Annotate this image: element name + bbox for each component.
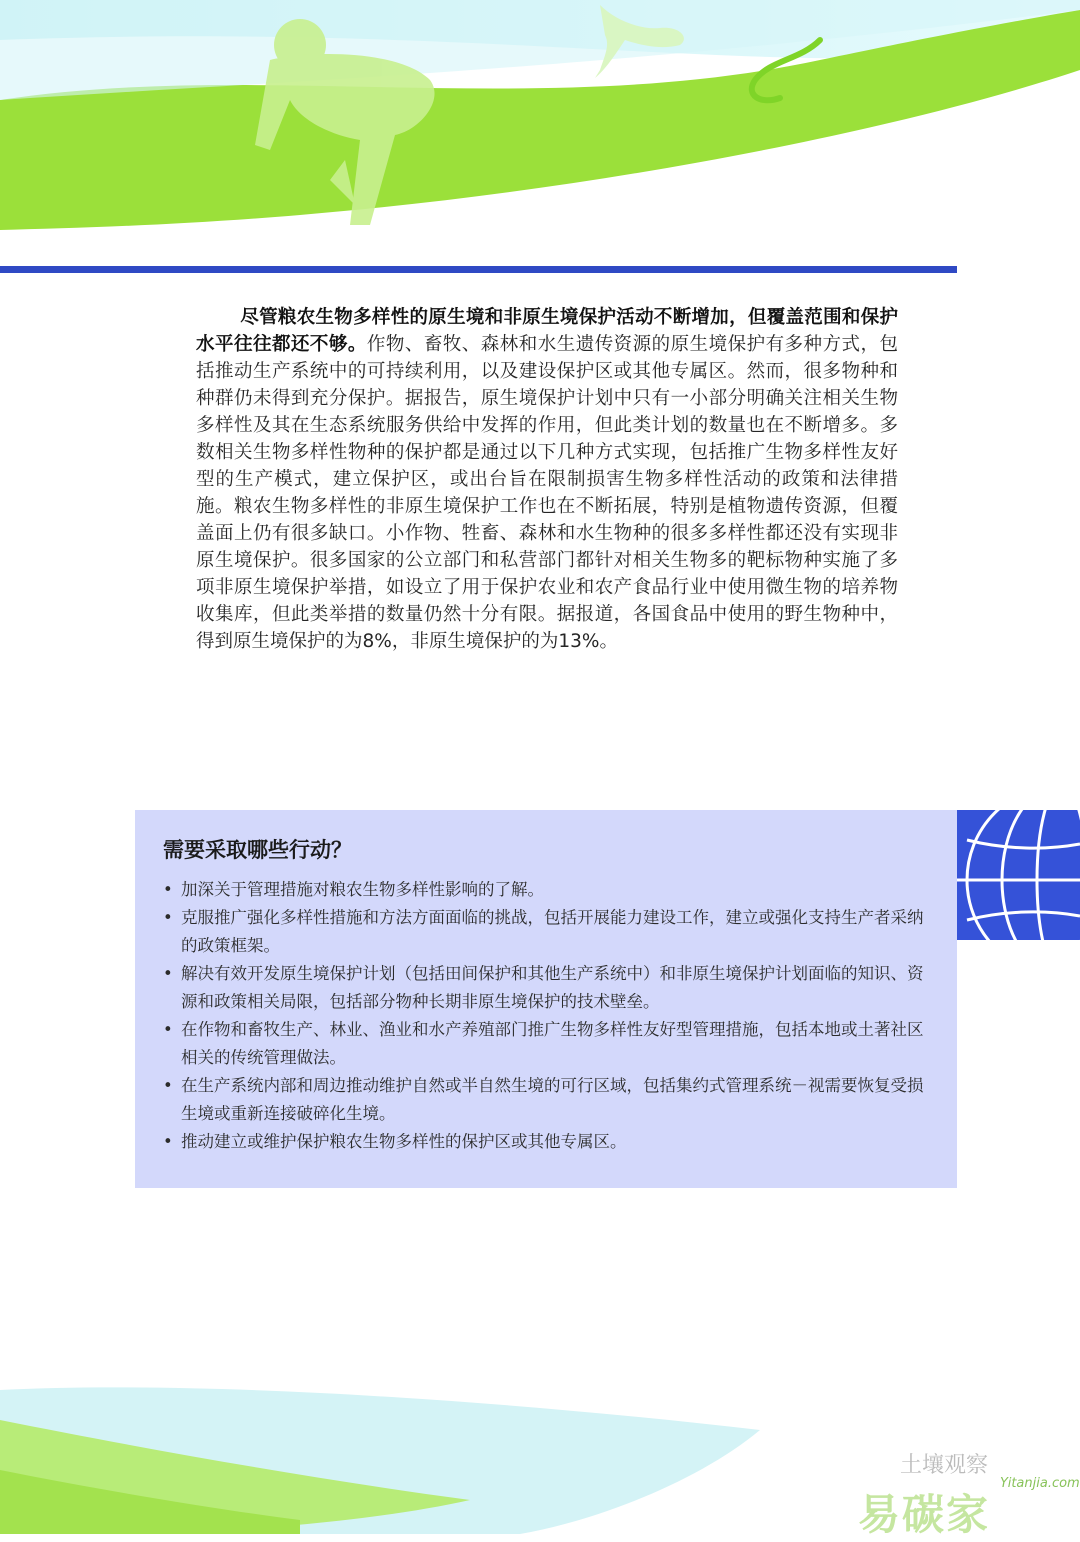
globe-icon — [957, 810, 1080, 940]
intro-paragraph — [196, 304, 898, 655]
list-item-text: 克服推广强化多样性措施和方法方面面临的挑战，包括开展能力建设工作，建立或强化支持生产者采纳的政策框架。 — [181, 908, 924, 955]
bullet: • — [163, 1076, 173, 1095]
list-item — [163, 1016, 933, 1072]
watermark-channel: 土壤观察 — [900, 1453, 989, 1478]
list-item-text: 在生产系统内部和周边推动维护自然或半自然生境的可行区域，包括集约式管理系统－视需要恢复受损生境或重新连接破碎化生境。 — [181, 1076, 924, 1123]
intro-lead: 尽管粮农生物多样性的原生境和非原生境保护活动不断增加，但覆盖范围和保护水平往往都还不够。 — [196, 307, 898, 355]
list-item — [163, 1128, 933, 1156]
bullet: • — [163, 1020, 173, 1039]
list-item — [163, 960, 933, 1016]
action-title: 需要采取哪些行动？ — [163, 838, 352, 862]
action-list — [163, 876, 933, 1156]
bullet: • — [163, 1132, 173, 1151]
section-divider — [0, 266, 957, 273]
watermark-url: Yitanjia.com — [1000, 1476, 1080, 1491]
list-item — [163, 876, 933, 904]
list-item — [163, 904, 933, 960]
bullet: • — [163, 880, 173, 899]
intro-body: 作物、畜牧、森林和水生遗传资源的原生境保护有多种方式，包括推动生产系统中的可持续利用，以及建设保护区或其他专属区。然而，很多物种和种群仍未得到充分保护。据报告，原生境保护计划中只有一小部分明确关注相关生物多样性及其在生态系统服务供给中发挥的作用，但此类计划的数量也在不断增多。多数相关生物多样性物种的保护都是通过以下几种方式实现，包括推广生物多样性友好型的生产模式，建立保护区，或出台旨在限制损害生物多样性活动的政策和法律措施。粮农生物多样性的非原生境保护工作也在不断拓展，特别是植物遗传资源，但覆盖面上仍有很多缺口。小作物、牲畜、森林和水生物种的很多多样性都还没有实现非原生境保护。很多国家的公立部门和私营部门都针对相关生物多的靶标物种实施了多项非原生境保护举措，如设立了用于保护农业和农产食品行业中使用微生物的培养物收集库，但此类举措的数量仍然十分有限。据报道，各国食品中使用的野生物种中，得到原生境保护的为8%，非原生境保护的为13%。 — [196, 334, 898, 652]
list-item-text: 在作物和畜牧生产、林业、渔业和水产养殖部门推广生物多样性友好型管理措施，包括本地或土著社区相关的传统管理做法。 — [181, 1020, 924, 1067]
top-banner — [0, 0, 1080, 240]
list-item-text: 解决有效开发原生境保护计划（包括田间保护和其他生产系统中）和非原生境保护计划面临的知识、资源和政策相关局限，包括部分物种长期非原生境保护的技术壁垒。 — [181, 964, 924, 1011]
bullet: • — [163, 964, 173, 983]
bullet: • — [163, 908, 173, 927]
list-item-text: 推动建立或维护保护粮农生物多样性的保护区或其他专属区。 — [181, 1132, 627, 1151]
list-item-text: 加深关于管理措施对粮农生物多样性影响的了解。 — [181, 880, 544, 899]
list-item — [163, 1072, 933, 1128]
watermark-site: 易碳家 — [858, 1490, 991, 1539]
